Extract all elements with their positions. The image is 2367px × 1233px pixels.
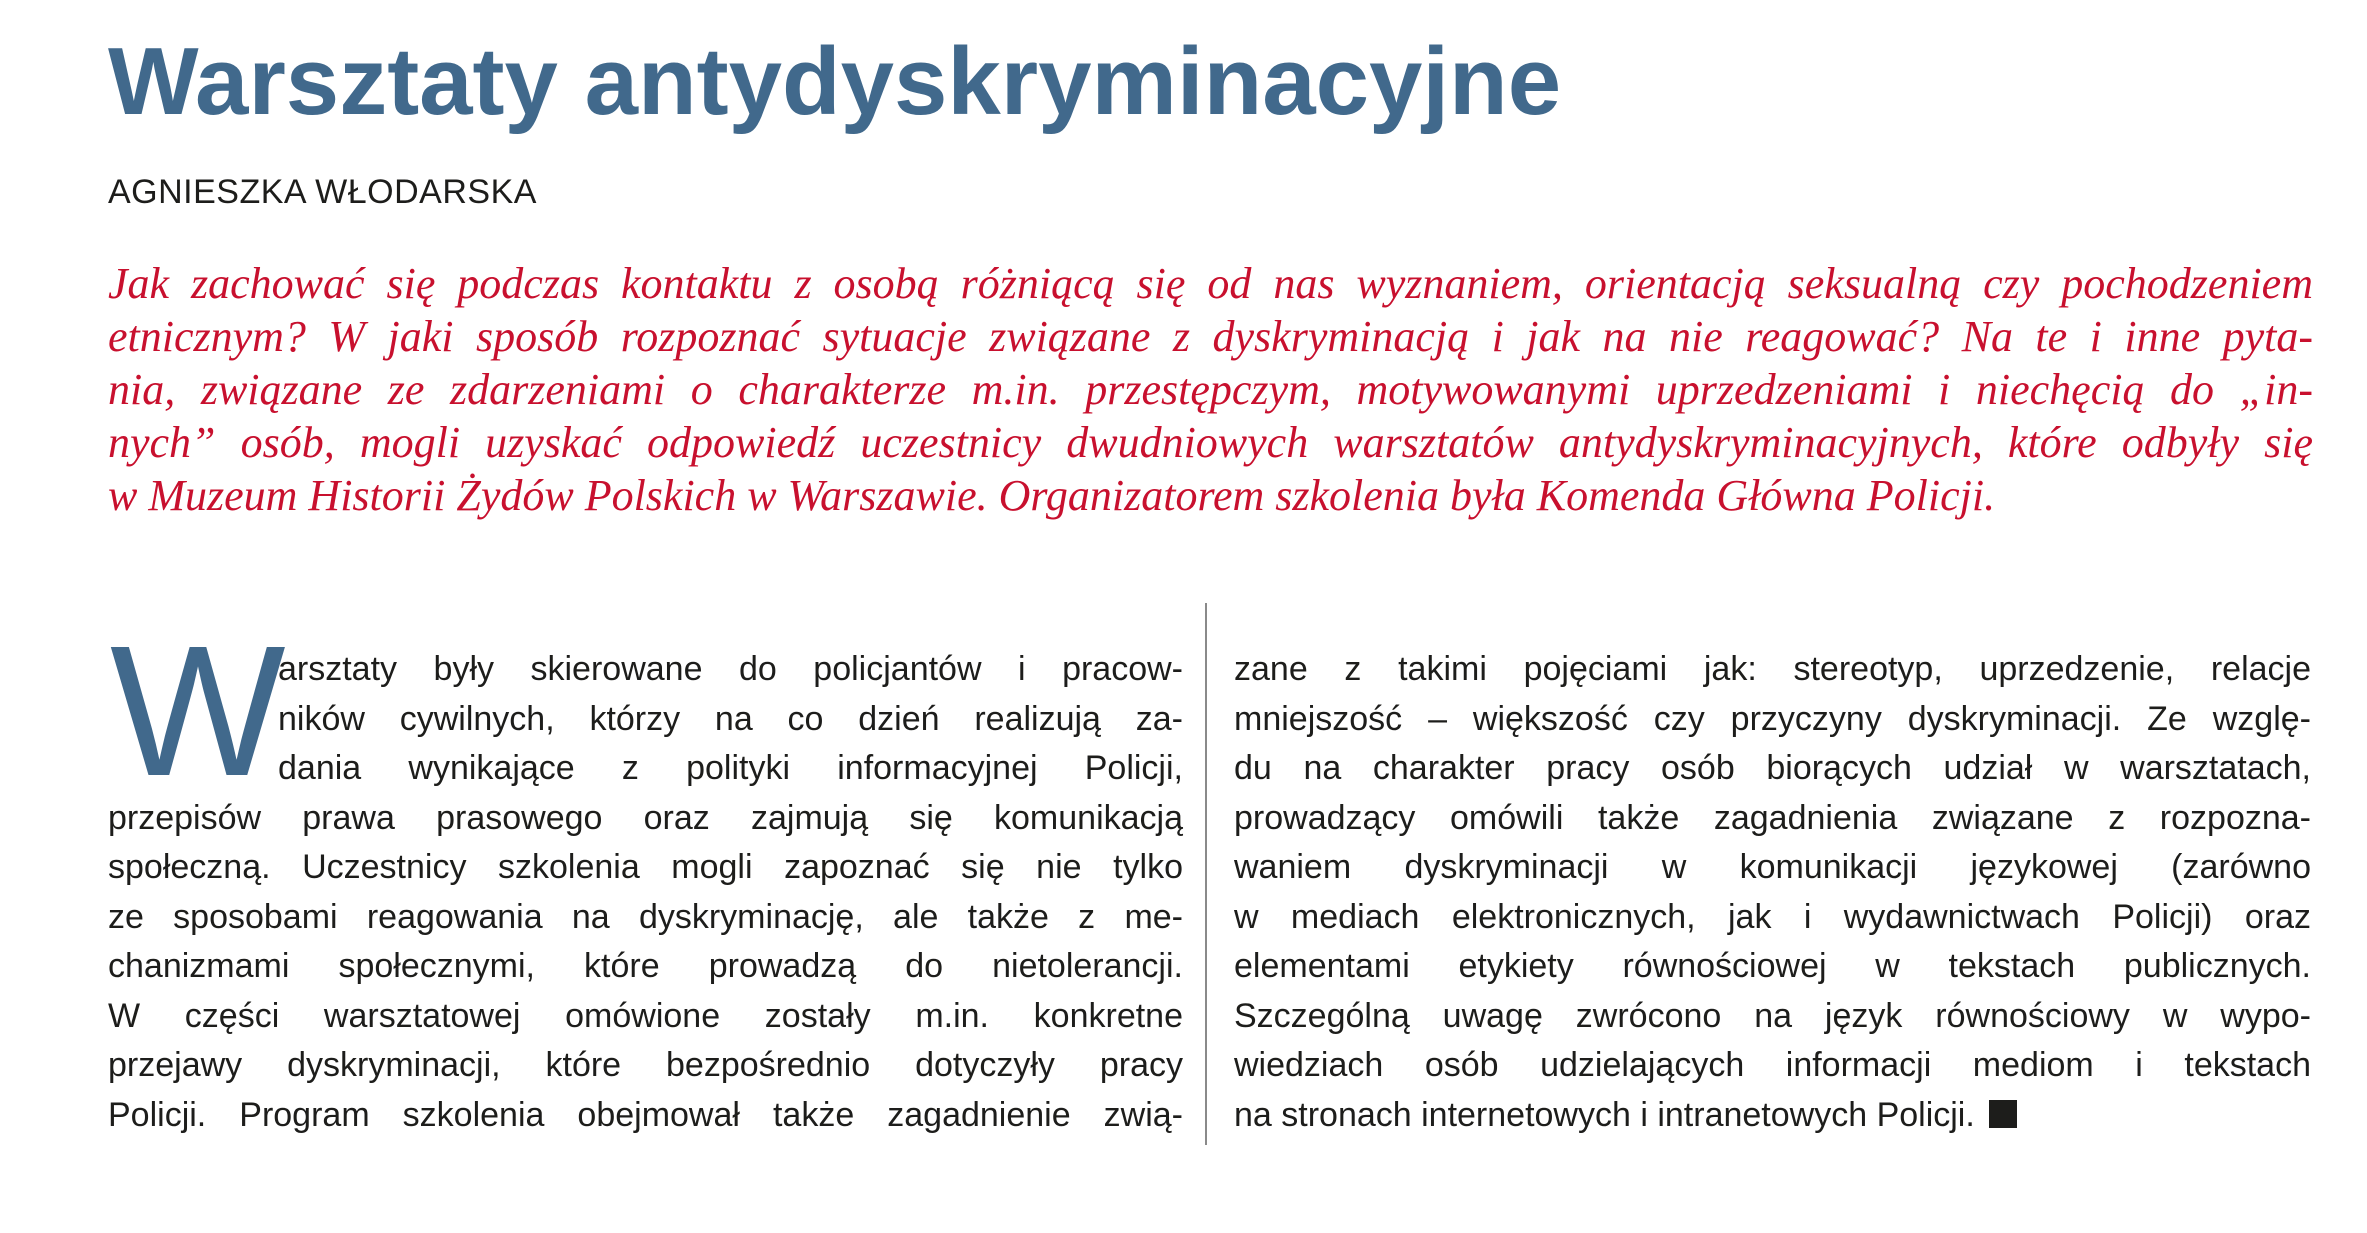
body-line: arsztaty były skierowane do policjantów i pracow- (278, 650, 1183, 688)
body-line-final (1234, 1091, 2311, 1141)
body-column-left (108, 645, 1183, 1140)
article-title: Warsztaty antydyskryminacyjne (108, 28, 1562, 135)
body-line: ników cywilnych, którzy na co dzień realizują za- (278, 699, 1183, 738)
lead-line: nia, związane ze zdarzeniami o charakterze m.in. przestępczym, motywowanymi uprzedzeniami i niechęcią do „in- (108, 365, 2313, 414)
column-divider (1205, 603, 1207, 1145)
body-line: mniejszość – większość czy przyczyny dyskryminacji. Ze wzglę- (1234, 699, 2311, 738)
body-column-right (1234, 645, 2311, 1140)
body-line: społeczną. Uczestnicy szkolenia mogli zapoznać się nie tylko (108, 848, 1183, 886)
body-line: W części warsztatowej omówione zostały m.in. konkretne (108, 996, 1183, 1035)
lead-line: Jak zachować się podczas kontaktu z osobą różniącą się od nas wyznaniem, orientacją seksualną czy pochodzeniem (108, 259, 2313, 308)
body-line-text: na stronach internetowych i intranetowych Policji. (1234, 1095, 1975, 1134)
body-line: waniem dyskryminacji w komunikacji językowej (zarówno (1234, 848, 2311, 886)
body-line: Policji. Program szkolenia obejmował także zagadnienie zwią- (108, 1095, 1183, 1134)
body-line: dania wynikające z polityki informacyjnej Policji, (278, 749, 1183, 787)
body-line: chanizmami społecznymi, które prowadzą do nietolerancji. (108, 947, 1183, 985)
body-line: elementami etykiety równościowej w tekstach publicznych. (1234, 947, 2311, 985)
body-line: du na charakter pracy osób biorących udział w warsztatach, (1234, 749, 2311, 787)
body-line: przepisów prawa prasowego oraz zajmują się komunikacją (108, 798, 1183, 837)
body-line: wiedziach osób udzielających informacji mediom i tekstach (1234, 1046, 2311, 1084)
lead-line: nych” osób, mogli uzyskać odpowiedź uczestnicy dwudniowych warsztatów antydyskryminacyjnych, które odbyły się (108, 418, 2313, 467)
body-line: zane z takimi pojęciami jak: stereotyp, uprzedzenie, relacje (1234, 650, 2311, 688)
body-line: Szczególną uwagę zwrócono na język równościowy w wypo- (1234, 996, 2311, 1035)
body-line: w mediach elektronicznych, jak i wydawnictwach Policji) oraz (1234, 897, 2311, 936)
article-lead (108, 257, 2313, 522)
body-line: przejawy dyskryminacji, które bezpośrednio dotyczyły pracy (108, 1046, 1183, 1084)
lead-line: w Muzeum Historii Żydów Polskich w Warszawie. Organizatorem szkolenia była Komenda Główna Policji. (108, 471, 1996, 520)
end-of-article-square-icon (1989, 1100, 2017, 1128)
article-author: AGNIESZKA WŁODARSKA (108, 173, 537, 211)
body-line: prowadzący omówili także zagadnienia związane z rozpozna- (1234, 798, 2311, 837)
lead-line: etnicznym? W jaki sposób rozpoznać sytuacje związane z dyskryminacją i jak na nie reagować? Na te i inne pyta- (108, 312, 2313, 361)
drop-cap: W (110, 608, 286, 815)
body-line: ze sposobami reagowania na dyskryminację, ale także z me- (108, 897, 1183, 936)
